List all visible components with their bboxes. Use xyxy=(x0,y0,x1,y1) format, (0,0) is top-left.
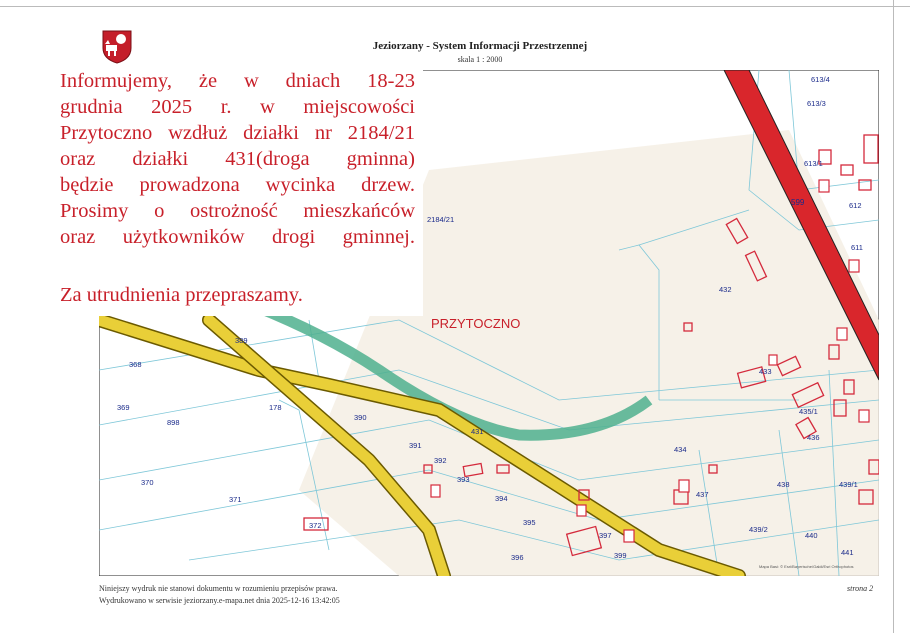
parcel-label: 390 xyxy=(354,413,367,422)
parcel-label: 613/1 xyxy=(804,159,823,168)
notice-line: Informujemy, że w dniach 18-23 xyxy=(60,70,415,92)
parcel-label: 435/1 xyxy=(799,407,818,416)
notice-apology: Za utrudnienia przepraszamy. xyxy=(60,284,303,306)
parcel-label: 392 xyxy=(434,456,447,465)
parcel-label: 432 xyxy=(719,285,732,294)
footer-disclaimer: Niniejszy wydruk nie stanowi dokumentu w rozumieniu przepisów prawa. xyxy=(99,584,338,593)
footer-print-info: Wydrukowano w serwisie jeziorzany.e-mapa.net dnia 2025-12-16 13:42:05 xyxy=(99,596,340,605)
notice-line: grudnia 2025 r. w miejscowości xyxy=(60,96,415,118)
parcel-label: 898 xyxy=(167,418,180,427)
parcel-label: 599 xyxy=(791,198,805,207)
parcel-label: 431 xyxy=(471,427,484,436)
parcel-label: 372 xyxy=(309,521,322,530)
parcel-label: 397 xyxy=(599,531,612,540)
parcel-label: 439/1 xyxy=(839,480,858,489)
parcel-label: 434 xyxy=(674,445,687,454)
parcel-label: 440 xyxy=(805,531,818,540)
parcel-label: 371 xyxy=(229,495,242,504)
parcel-label: 370 xyxy=(141,478,154,487)
parcel-label: 611 xyxy=(851,243,863,252)
notice-line: oraz użytkowników drogi gminnej. xyxy=(60,226,415,248)
parcel-label: 395 xyxy=(523,518,536,527)
parcel-label: 438 xyxy=(777,480,790,489)
parcel-label: 437 xyxy=(696,490,709,499)
parcel-label: 393 xyxy=(457,475,470,484)
parcel-label: 369 xyxy=(117,403,130,412)
parcel-label: 178 xyxy=(269,403,282,412)
notice-line: Prosimy o ostrożność mieszkańców xyxy=(60,200,415,222)
notice-line: Przytoczno wzdłuż działki nr 2184/21 xyxy=(60,122,415,144)
header-title: Jeziorzany - System Informacji Przestrzennej xyxy=(372,40,588,52)
parcel-label: 436 xyxy=(807,433,820,442)
place-name: PRZYTOCZNO xyxy=(431,316,521,331)
parcel-label: 396 xyxy=(511,553,524,562)
parcel-label: 391 xyxy=(409,441,422,450)
parcel-label: 439/2 xyxy=(749,525,768,534)
parcel-label: 612 xyxy=(849,201,862,210)
parcel-label: 613/4 xyxy=(811,75,830,84)
parcel-label: 368 xyxy=(129,360,142,369)
parcel-label: 441 xyxy=(841,548,854,557)
parcel-label: 389 xyxy=(235,336,248,345)
page-edge-right xyxy=(893,0,894,633)
notice-line: będzie prowadzona wycinka drzew. xyxy=(60,174,415,196)
coat-of-arms-icon xyxy=(99,28,135,64)
map-attribution: Mapa Basi: © Esri/Bayerische/Galdi/Esri Orthophotos xyxy=(759,564,854,569)
page-edge-top xyxy=(0,6,910,7)
parcel-label: 613/3 xyxy=(807,99,826,108)
parcel-label: 399 xyxy=(614,551,627,560)
parcel-label: 2184/21 xyxy=(427,215,455,224)
parcel-label: 433 xyxy=(759,367,772,376)
notice-line: oraz działki 431(droga gminna) xyxy=(60,148,415,170)
notice-text xyxy=(60,68,415,250)
map-scale: skala 1 : 2000 xyxy=(457,55,503,64)
parcel-label: 394 xyxy=(495,494,508,503)
page-number: strona 2 xyxy=(847,584,874,593)
